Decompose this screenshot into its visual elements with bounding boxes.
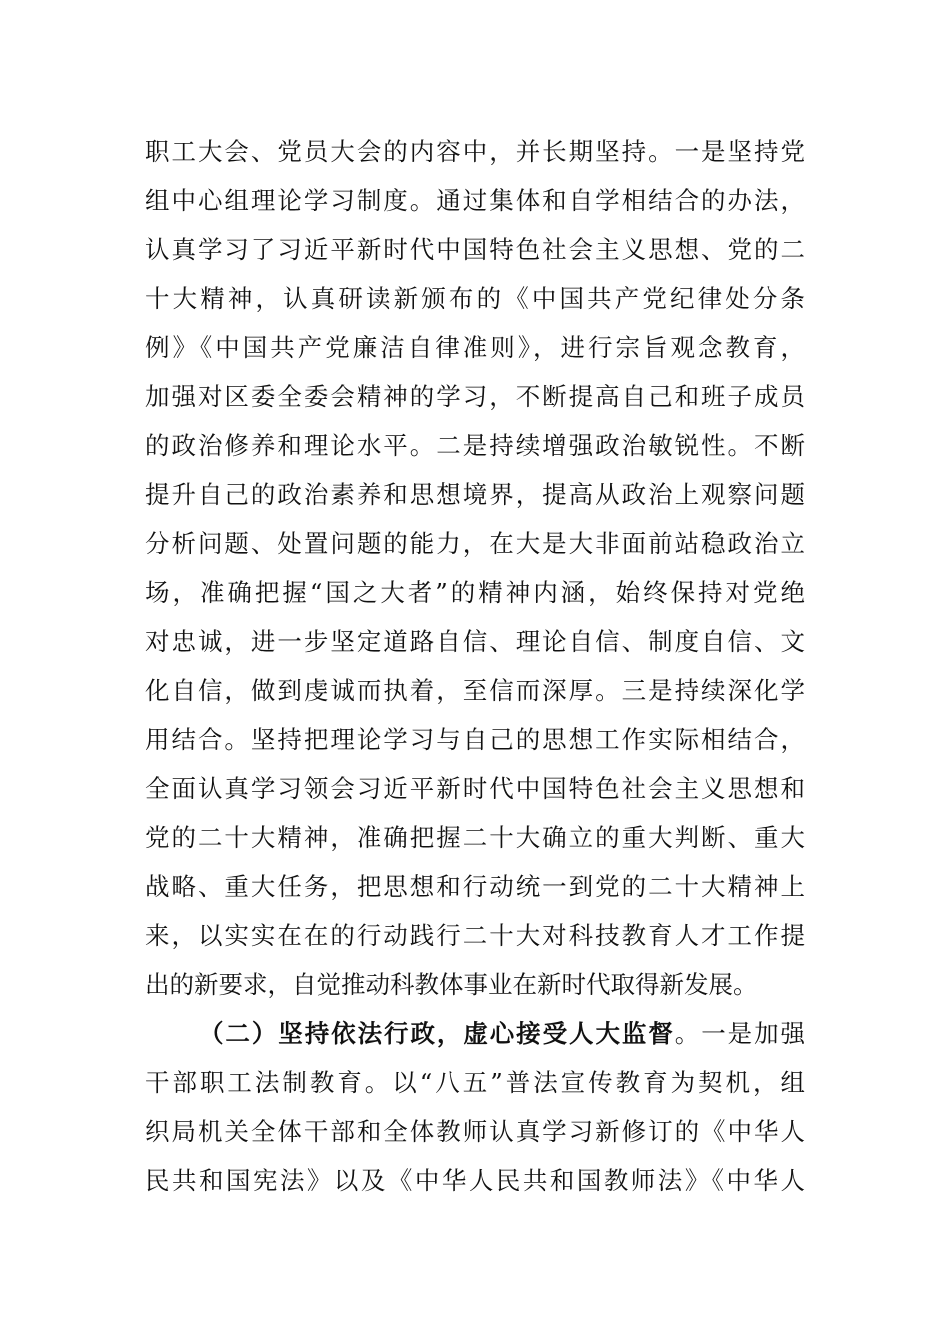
paragraph-line: 民共和国宪法》以及《中华人民共和国教师法》《中华人 — [145, 1166, 805, 1195]
paragraph-line: 提升自己的政治素养和思想境界，提高从政治上观察问题 — [145, 480, 805, 509]
paragraph-line: 十大精神，认真研读新颁布的《中国共产党纪律处分条 — [145, 284, 805, 313]
section-heading-tail: 。一是加强 — [674, 1019, 806, 1048]
paragraph-line: 例》《中国共产党廉洁自律准则》，进行宗旨观念教育， — [145, 333, 805, 362]
paragraph-line: 认真学习了习近平新时代中国特色社会主义思想、党的二 — [145, 235, 805, 264]
section-heading-line — [199, 1010, 805, 1058]
paragraph-line: 化自信，做到虔诚而执着，至信而深厚。三是持续深化学 — [145, 676, 805, 705]
paragraph-line: 用结合。坚持把理论学习与自己的思想工作实际相结合， — [145, 725, 805, 754]
paragraph-line: 加强对区委全委会精神的学习，不断提高自己和班子成员 — [145, 382, 805, 411]
paragraph-line: 职工大会、党员大会的内容中，并长期坚持。一是坚持党 — [145, 137, 805, 166]
paragraph-line: 党的二十大精神，准确把握二十大确立的重大判断、重大 — [145, 823, 805, 852]
paragraph-line: 干部职工法制教育。以“八五”普法宣传教育为契机，组 — [145, 1068, 805, 1097]
paragraph-line: 织局机关全体干部和全体教师认真学习新修订的《中华人 — [145, 1117, 805, 1146]
paragraph-line: 对忠诚，进一步坚定道路自信、理论自信、制度自信、文 — [145, 627, 805, 656]
paragraph-line: 场，准确把握“国之大者”的精神内涵，始终保持对党绝 — [145, 578, 805, 607]
paragraph-line: 来，以实实在在的行动践行二十大对科技教育人才工作提 — [145, 921, 805, 950]
paragraph-line: 组中心组理论学习制度。通过集体和自学相结合的办法， — [145, 186, 805, 215]
section-heading: （二）坚持依法行政，虚心接受人大监督 — [199, 1019, 675, 1048]
paragraph-line: 的政治修养和理论水平。二是持续增强政治敏锐性。不断 — [145, 431, 805, 460]
paragraph-line: 分析问题、处置问题的能力，在大是大非面前站稳政治立 — [145, 529, 805, 558]
paragraph-line: 出的新要求，自觉推动科教体事业在新时代取得新发展。 — [145, 970, 758, 999]
paragraph-line: 全面认真学习领会习近平新时代中国特色社会主义思想和 — [145, 774, 805, 803]
paragraph-line: 战略、重大任务，把思想和行动统一到党的二十大精神上 — [145, 872, 805, 901]
